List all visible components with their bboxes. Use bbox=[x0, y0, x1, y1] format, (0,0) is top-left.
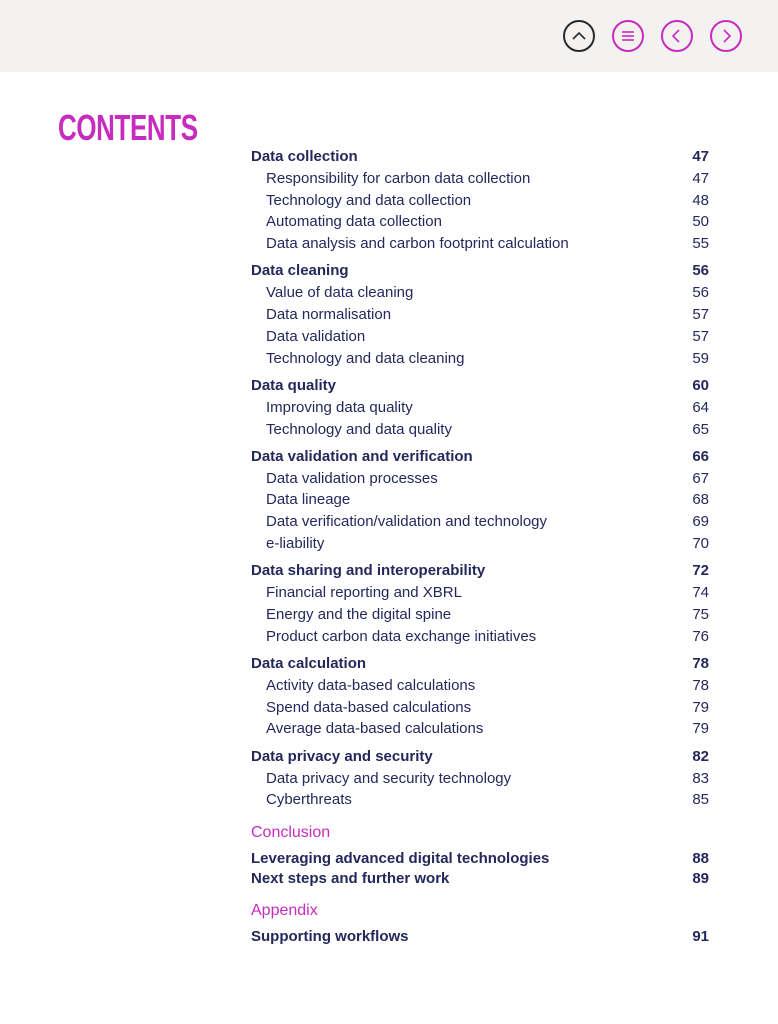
toc-entry-title: Data privacy and security technology bbox=[266, 769, 512, 787]
toc-entry-title: Value of data cleaning bbox=[266, 284, 414, 302]
toc-entry-title: Data normalisation bbox=[266, 306, 392, 324]
toc-entry-title: Data cleaning bbox=[251, 262, 349, 280]
toc-entry-title: Technology and data collection bbox=[266, 191, 472, 209]
toc-page-number: 85 bbox=[692, 791, 709, 809]
toc-entry-title: Technology and data quality bbox=[266, 420, 452, 438]
toc-entry-title: Energy and the digital spine bbox=[266, 605, 452, 623]
toc-chapter-row[interactable] bbox=[251, 849, 709, 869]
toc-page-number: 57 bbox=[692, 306, 709, 324]
chevron-right-icon bbox=[718, 28, 734, 44]
toc-subsection-row[interactable] bbox=[251, 511, 709, 533]
toc-entry-title: Financial reporting and XBRL bbox=[266, 584, 462, 602]
toc-section bbox=[251, 260, 709, 369]
toc-entry-title: Product carbon data exchange initiatives bbox=[266, 627, 537, 645]
toc-chapter-row[interactable] bbox=[251, 746, 709, 768]
toc-page-number: 70 bbox=[692, 535, 709, 553]
toc-page-number: 55 bbox=[692, 235, 709, 253]
toc-entry-title: Spend data-based calculations bbox=[266, 698, 472, 716]
toc-page-number: 67 bbox=[692, 469, 709, 487]
toc-chapter-row[interactable] bbox=[251, 146, 709, 168]
toc-page-number: 50 bbox=[692, 213, 709, 231]
toc-entry-title: Data verification/validation and technology bbox=[266, 513, 548, 531]
toc-page-number: 47 bbox=[692, 148, 709, 165]
toc-entry-title: Leveraging advanced digital technologies bbox=[251, 850, 550, 868]
toc-page-number: 57 bbox=[692, 327, 709, 345]
toc-entry-title: Responsibility for carbon data collection bbox=[266, 169, 531, 187]
toc-entry-title: Activity data-based calculations bbox=[266, 676, 476, 694]
toc-page-number: 68 bbox=[692, 491, 709, 509]
toc-subsection-row[interactable] bbox=[251, 604, 709, 626]
toc-chapter-row[interactable] bbox=[251, 869, 709, 889]
toc-chapter-row[interactable] bbox=[251, 653, 709, 675]
conclusion-heading[interactable]: Conclusion bbox=[251, 824, 331, 842]
toc-page-number: 79 bbox=[692, 698, 709, 716]
toc-subsection-row[interactable] bbox=[251, 582, 709, 604]
toc-subsection-row[interactable] bbox=[251, 326, 709, 348]
toc-subsection-row[interactable] bbox=[251, 168, 709, 190]
toc-subsection-row[interactable] bbox=[251, 533, 709, 555]
menu-icon bbox=[620, 28, 636, 44]
toc-page-number: 91 bbox=[692, 928, 709, 946]
toc-entry-title: Data lineage bbox=[266, 491, 351, 509]
toc-entry-title: Automating data collection bbox=[266, 213, 442, 231]
toc-entry-title: Supporting workflows bbox=[251, 928, 409, 946]
toc-page-number: 74 bbox=[692, 584, 709, 602]
toc-entry-title: Data sharing and interoperability bbox=[251, 562, 486, 580]
toc-entry-title: Data quality bbox=[251, 376, 337, 394]
toc-section bbox=[251, 446, 709, 555]
toc-subsection-row[interactable] bbox=[251, 190, 709, 212]
toc-entry-title: Data validation bbox=[266, 327, 366, 345]
toc-entry-title: Data validation and verification bbox=[251, 447, 473, 465]
toc-page-number: 78 bbox=[692, 676, 709, 694]
toc-page-number: 59 bbox=[692, 349, 709, 367]
toc-page-number: 76 bbox=[692, 627, 709, 645]
toc-entry-title: Improving data quality bbox=[266, 398, 413, 416]
table-of-contents bbox=[251, 146, 709, 947]
nav-previous-button[interactable] bbox=[661, 20, 693, 52]
toc-section bbox=[251, 746, 709, 811]
toc-page-number: 75 bbox=[692, 605, 709, 623]
conclusion-group bbox=[251, 821, 709, 889]
toc-section bbox=[251, 560, 709, 647]
toc-entry-title: Data calculation bbox=[251, 655, 367, 673]
toc-page-number: 56 bbox=[692, 262, 709, 280]
toc-entry-title: Technology and data cleaning bbox=[266, 349, 465, 367]
toc-page-number: 89 bbox=[692, 870, 709, 888]
nav-next-button[interactable] bbox=[710, 20, 742, 52]
toc-chapter-row[interactable] bbox=[251, 260, 709, 282]
nav-menu-button[interactable] bbox=[612, 20, 644, 52]
toc-chapter-row[interactable] bbox=[251, 375, 709, 397]
toc-section bbox=[251, 146, 709, 255]
toc-subsection-row[interactable] bbox=[251, 626, 709, 648]
toc-entry-title: Data privacy and security bbox=[251, 747, 433, 765]
toc-page-number: 48 bbox=[692, 191, 709, 209]
toc-subsection-row[interactable] bbox=[251, 675, 709, 697]
toc-page-number: 56 bbox=[692, 284, 709, 302]
toc-entry-title: Next steps and further work bbox=[251, 870, 450, 888]
toc-page-number: 65 bbox=[692, 420, 709, 438]
toc-page-number: 88 bbox=[692, 850, 709, 868]
toc-page-number: 72 bbox=[692, 562, 709, 580]
toc-subsection-row[interactable] bbox=[251, 348, 709, 370]
toc-entry-title: Cyberthreats bbox=[266, 791, 352, 809]
toc-subsection-row[interactable] bbox=[251, 233, 709, 255]
toc-entry-title: Data collection bbox=[251, 148, 358, 165]
toc-page-number: 83 bbox=[692, 769, 709, 787]
toc-subsection-row[interactable] bbox=[251, 697, 709, 719]
toc-page-number: 60 bbox=[692, 376, 709, 394]
toc-entry-title: Average data-based calculations bbox=[266, 720, 484, 738]
toc-page-number: 64 bbox=[692, 398, 709, 416]
appendix-group bbox=[251, 899, 709, 947]
appendix-heading[interactable]: Appendix bbox=[251, 902, 318, 920]
toc-section bbox=[251, 375, 709, 440]
toc-subsection-row[interactable] bbox=[251, 397, 709, 419]
toc-page-number: 79 bbox=[692, 720, 709, 738]
page-title: CONTENTS bbox=[58, 107, 198, 148]
chevron-up-icon bbox=[571, 28, 587, 44]
toc-page-number: 66 bbox=[692, 447, 709, 465]
toc-subsection-row[interactable] bbox=[251, 489, 709, 511]
toc-subsection-row[interactable] bbox=[251, 419, 709, 441]
toc-chapter-row[interactable] bbox=[251, 927, 709, 947]
toc-subsection-row[interactable] bbox=[251, 468, 709, 490]
toc-subsection-row[interactable] bbox=[251, 304, 709, 326]
toc-page-number: 78 bbox=[692, 655, 709, 673]
toc-subsection-row[interactable] bbox=[251, 211, 709, 233]
toc-subsection-row[interactable] bbox=[251, 282, 709, 304]
toc-chapter-row[interactable] bbox=[251, 560, 709, 582]
top-nav-bar bbox=[0, 0, 778, 72]
toc-subsection-row[interactable] bbox=[251, 718, 709, 740]
nav-up-button[interactable] bbox=[563, 20, 595, 52]
toc-page-number: 69 bbox=[692, 513, 709, 531]
toc-page-number: 82 bbox=[692, 747, 709, 765]
toc-subsection-row[interactable] bbox=[251, 768, 709, 790]
toc-entry-title: Data analysis and carbon footprint calculation bbox=[266, 235, 569, 253]
toc-chapter-row[interactable] bbox=[251, 446, 709, 468]
chevron-left-icon bbox=[669, 28, 685, 44]
toc-entry-title: Data validation processes bbox=[266, 469, 438, 487]
toc-section bbox=[251, 653, 709, 740]
toc-subsection-row[interactable] bbox=[251, 789, 709, 811]
toc-page-number: 47 bbox=[692, 169, 709, 187]
toc-entry-title: e-liability bbox=[266, 535, 325, 553]
